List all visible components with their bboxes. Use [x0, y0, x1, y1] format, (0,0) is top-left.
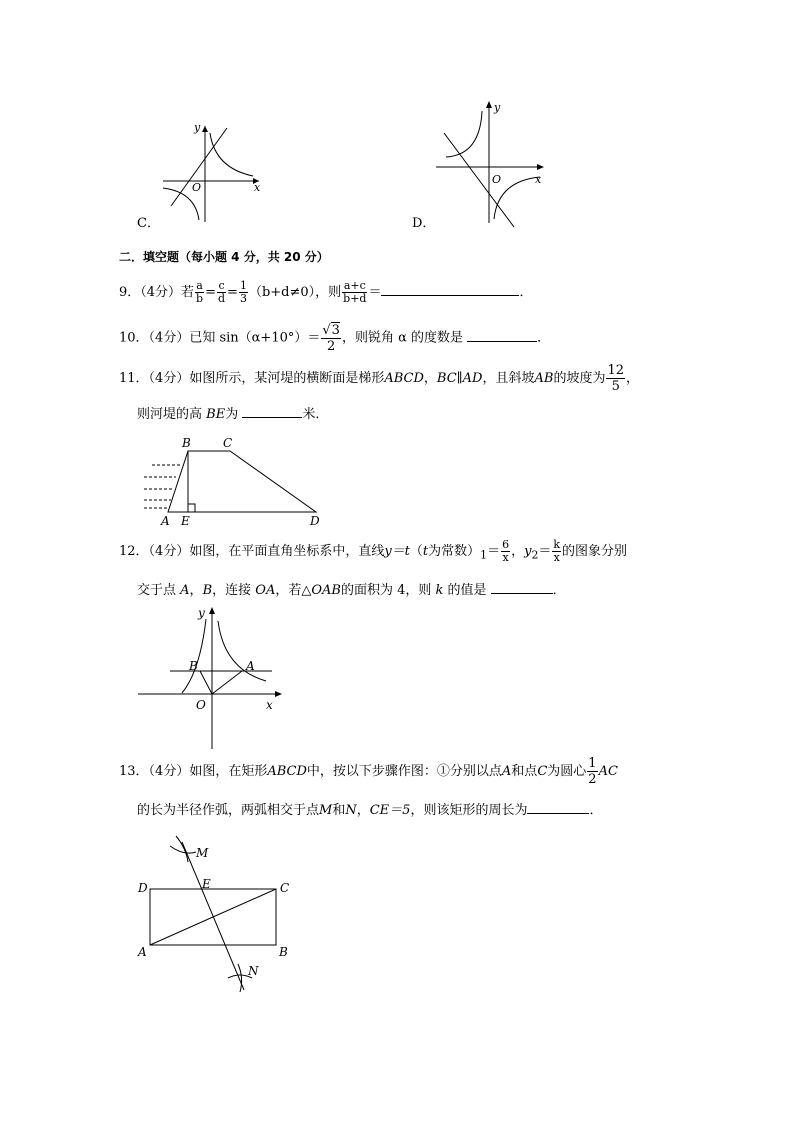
- right-angle-mark: [188, 504, 195, 512]
- question-12-line-1: 12．（4分）如图，在平面直角坐标系中，直线y＝t（t为常数）$_1=$ $\frac{6}{x}$ ，$y_2=$ $\frac{k}{x}$ 的图象分别: [119, 538, 628, 564]
- label-c: C: [223, 436, 233, 450]
- fraction-sum: $\frac{a+c}{b+d}$: [343, 279, 367, 305]
- y-label: y: [494, 101, 501, 114]
- question-13-line-1: 13．（4分）如图，在矩形ABCD中，按以下步骤作图：①分别以点A和点C为圆心 $\frac{1}{2}$ AC: [119, 756, 618, 787]
- perpendicular-bisector-mn: [182, 842, 244, 990]
- line-graph: [171, 128, 227, 206]
- trapezoid-abcd: [168, 451, 316, 512]
- fraction-sqrt3-2: $\frac{√3}{2}$: [322, 323, 340, 354]
- label-n: N: [248, 964, 259, 978]
- label-e: E: [181, 514, 190, 528]
- y-axis-arrow: [202, 126, 208, 132]
- fraction-1-3: $\frac{1}{3}$: [239, 279, 247, 305]
- fraction-6-x: $\frac{6}{x}$: [502, 538, 510, 564]
- question-10: 10．（4分）已知 sin（α+10°）＝ $\frac{√3}{2}$ ，则锐角 α 的度数是 ．: [119, 323, 551, 354]
- hyperbola-branch-1: [446, 111, 482, 157]
- label-c: C: [280, 881, 290, 895]
- origin-label: O: [192, 181, 202, 194]
- x-label: x: [254, 181, 261, 194]
- line-graph: [444, 133, 514, 227]
- label-a: A: [161, 514, 170, 528]
- option-c-label: C．: [137, 216, 160, 231]
- slope-fraction: $\frac{12}{5}$: [607, 363, 624, 394]
- x-axis-arrow: [537, 164, 544, 170]
- y-axis-arrow: [209, 607, 215, 614]
- origin-label: O: [196, 698, 206, 712]
- answer-blank[interactable]: [467, 341, 537, 342]
- origin-label: O: [492, 173, 502, 186]
- label-m: M: [196, 846, 209, 860]
- question-11-line-2: 则河堤的高 BE为 米．: [137, 407, 329, 422]
- arc-m-2: [176, 836, 188, 862]
- x-label: x: [535, 173, 542, 186]
- answer-blank[interactable]: [491, 593, 553, 594]
- label-a: A: [138, 945, 147, 959]
- coordinate-figure: [134, 603, 286, 751]
- answer-blank[interactable]: [381, 295, 519, 296]
- option-c-graph: [155, 118, 265, 226]
- y-label: y: [194, 121, 201, 134]
- fraction-a-b: $\frac{a}{b}$: [196, 279, 204, 305]
- fraction-1-2: $\frac{1}{2}$: [588, 756, 597, 787]
- x-axis-arrow: [275, 691, 282, 697]
- label-e: E: [202, 877, 211, 891]
- label-b: B: [182, 436, 191, 450]
- question-9: 9．（4分）若 $\frac{a}{b}$ = $\frac{c}{d}$ = $\frac{1}{3}$ （b+d≠0），则 $\frac{a+c}{b+d}$ ＝ ．: [119, 279, 533, 305]
- q9-number: 9．（4分）若: [119, 285, 195, 300]
- x-label: x: [266, 698, 273, 712]
- question-11-line-1: 11．（4分）如图所示，某河堤的横断面是梯形ABCD，BC∥AD，且斜坡AB的坡度为 $\frac{12}{5}$ ，: [119, 363, 640, 394]
- label-b: B: [189, 659, 198, 673]
- y-label: y: [198, 606, 205, 620]
- segment-ob: [200, 671, 212, 694]
- rectangle-figure: [132, 832, 302, 996]
- section-title: 二．填空题（每小题 4 分，共 20 分）: [119, 250, 329, 264]
- fraction-k-x: $\frac{k}{x}$: [553, 538, 561, 564]
- answer-blank[interactable]: [242, 417, 302, 418]
- fraction-c-d: $\frac{c}{d}$: [218, 279, 226, 305]
- segment-oa: [212, 671, 242, 694]
- trapezoid-figure: [136, 432, 336, 528]
- curve-k-over-x: [182, 619, 206, 693]
- hyperbola-branch-1: [210, 133, 253, 176]
- label-d: D: [138, 881, 148, 895]
- label-d: D: [310, 514, 320, 528]
- option-d-label: D．: [412, 216, 436, 231]
- q9-condition: （b+d≠0），则: [248, 285, 342, 300]
- curve-6-over-x: [218, 621, 266, 681]
- label-a: A: [246, 659, 255, 673]
- question-13-line-2: 的长为半径作弧，两弧相交于点M和N，CE＝5，则该矩形的周长为 ．: [137, 803, 603, 818]
- question-12-line-2: 交于点 A，B，连接 OA，若△OAB的面积为 4，则 k 的值是 ．: [137, 583, 566, 598]
- q10-number: 10．（4分）已知 sin（α+10°）＝: [119, 330, 321, 346]
- y-axis-arrow: [486, 101, 492, 108]
- option-d-graph: [432, 99, 552, 229]
- label-b: B: [279, 945, 288, 959]
- answer-blank[interactable]: [527, 813, 589, 814]
